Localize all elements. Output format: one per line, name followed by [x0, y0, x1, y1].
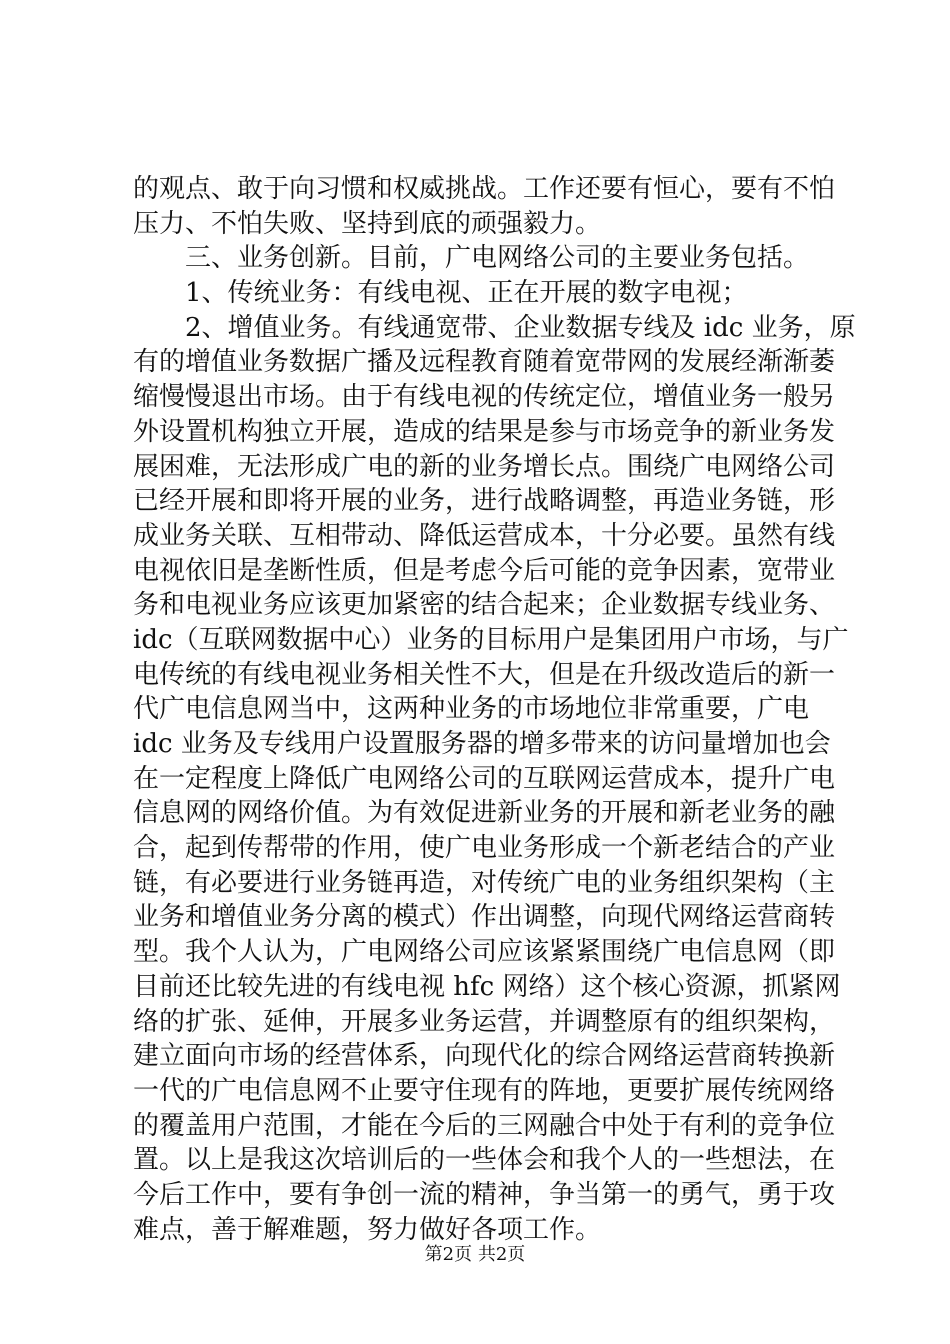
text-line-23: 型。我个人认为，广电网络公司应该紧紧围绕广电信息网（即: [133, 937, 836, 968]
text-line-6: 有的增值业务数据广播及远程教育随着宽带网的发展经渐渐萎: [133, 347, 836, 378]
text-line-14: idc（互联网数据中心）业务的目标用户是集团用户市场，与广: [133, 624, 849, 655]
text-line-30: 今后工作中，要有争创一流的精神，争当第一的勇气，勇于攻: [133, 1179, 836, 1210]
text-line-8: 外设置机构独立开展，造成的结果是参与市场竞争的新业务发: [133, 416, 836, 447]
list-item-traditional-business: 1、传统业务：有线电视、正在开展的数字电视；: [185, 278, 748, 309]
text-line-20: 合，起到传帮带的作用，使广电业务形成一个新老结合的产业: [133, 833, 836, 864]
text-line-24: 目前还比较先进的有线电视 hfc 网络）这个核心资源，抓紧网: [133, 971, 841, 1002]
text-line-9: 展困难，无法形成广电的新的业务增长点。围绕广电网络公司: [133, 451, 836, 482]
text-line-11: 成业务关联、互相带动、降低运营成本，十分必要。虽然有线: [133, 520, 836, 551]
text-line-10: 已经开展和即将开展的业务，进行战略调整，再造业务链，形: [133, 486, 836, 517]
document-body: [133, 172, 856, 1247]
text-line-28: 的覆盖用户范围，才能在今后的三网融合中处于有利的竞争位: [133, 1110, 836, 1141]
text-line-19: 信息网的网络价值。为有效促进新业务的开展和新老业务的融: [133, 798, 836, 829]
text-line-29: 置。以上是我这次培训后的一些体会和我个人的一些想法，在: [133, 1145, 836, 1176]
page-number-footer: 第2页 共2页: [424, 1244, 526, 1265]
text-line-12: 电视依旧是垄断性质，但是考虑今后可能的竞争因素，宽带业: [133, 555, 836, 586]
text-line-1: 的观点、敢于向习惯和权威挑战。工作还要有恒心，要有不怕: [133, 174, 836, 204]
text-line-21: 链，有必要进行业务链再造，对传统广电的业务组织架构（主: [133, 867, 836, 898]
text-line-26: 建立面向市场的经营体系，向现代化的综合网络运营商转换新: [133, 1041, 836, 1072]
text-line-25: 络的扩张、延伸，开展多业务运营，并调整原有的组织架构，: [133, 1006, 836, 1037]
text-line-17: idc 业务及专线用户设置服务器的增多带来的访问量增加也会: [133, 729, 831, 759]
text-line-7: 缩慢慢退出市场。由于有线电视的传统定位，增值业务一般另: [133, 382, 836, 413]
text-line-13: 务和电视业务应该更加紧密的结合起来；企业数据专线业务、: [133, 590, 836, 621]
text-line-22: 业务和增值业务分离的模式）作出调整，向现代网络运营商转: [133, 902, 836, 933]
text-line-18: 在一定程度上降低广电网络公司的互联网运营成本，提升广电: [133, 763, 836, 794]
text-line-27: 一代的广电信息网不止要守住现有的阵地，更要扩展传统网络: [133, 1075, 836, 1106]
text-line-31: 难点，善于解难题，努力做好各项工作。: [133, 1214, 602, 1245]
list-item-value-added-business: 2、增值业务。有线通宽带、企业数据专线及 idc 业务，原: [185, 312, 856, 343]
text-line-15: 电传统的有线电视业务相关性不大，但是在升级改造后的新一: [133, 659, 836, 690]
section-heading-business-innovation: 三、业务创新。目前，广电网络公司的主要业务包括。: [185, 243, 810, 274]
text-line-16: 代广电信息网当中，这两种业务的市场地位非常重要，广电: [133, 694, 810, 725]
text-line-2: 压力、不怕失败、坚持到底的顽强毅力。: [133, 208, 602, 239]
